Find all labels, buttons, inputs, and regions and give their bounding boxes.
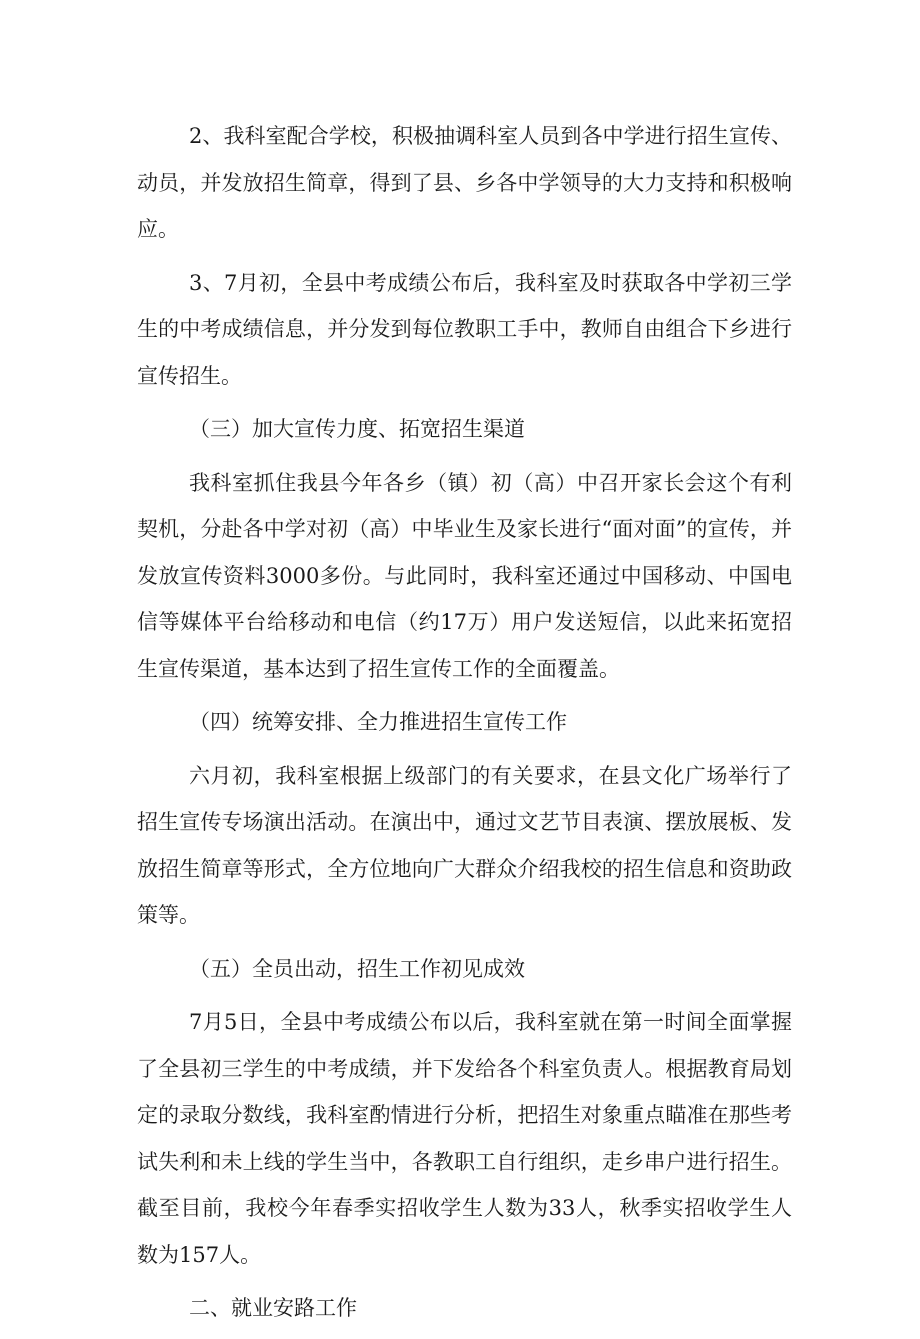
section-heading-5: （五）全员出动，招生工作初见成效: [189, 956, 525, 981]
paragraph-staff-publicity: 2、我科室配合学校，积极抽调科室人员到各中学进行招生宣传、动员，并发放招生简章，得到了县、乡各中学领导的大力支持和积极响应。: [137, 124, 792, 241]
paragraph-enrollment-results: 7月5日，全县中考成绩公布以后，我科室就在第一时间全面掌握了全县初三学生的中考成绩，并下发给各个科室负责人。根据教育局划定的录取分数线，我科室酌情进行分析，把招生对象重点瞄准在那些考试失利和未上线的学生当中，各教职工自行组织，走乡串户进行招生。截至目前，我校今年春季实招收学生人数为33人，秋季实招收学生人数为157人。: [137, 1010, 792, 1267]
section-heading-employment: 二、就业安路工作: [189, 1296, 357, 1320]
section-heading-4: （四）统筹安排、全力推进招生宣传工作: [189, 710, 567, 734]
paragraph-parent-meetings: 我科室抓住我县今年各乡（镇）初（高）中召开家长会这个有利契机，分赴各中学对初（高）中毕业生及家长进行“面对面”的宣传，并发放宣传资料3000多份。与此同时，我科室还通过中国移动、中国电信等媒体平台给移动和电信（约17万）用户发送短信，以此来拓宽招生宣传渠道，基本达到了招生宣传工作的全面覆盖。: [137, 470, 792, 681]
paragraph-exam-results-info: 3、7月初，全县中考成绩公布后，我科室及时获取各中学初三学生的中考成绩信息，并分发到每位教职工手中，教师自由组合下乡进行宣传招生。: [137, 270, 792, 388]
section-heading-3: （三）加大宣传力度、拓宽招生渠道: [189, 417, 525, 441]
paragraph-performance-event: 六月初，我科室根据上级部门的有关要求，在县文化广场举行了招生宣传专场演出活动。在演出中，通过文艺节目表演、摆放展板、发放招生简章等形式，全方位地向广大群众介绍我校的招生信息和资助政策等。: [137, 763, 792, 927]
document-page: [137, 113, 792, 1339]
